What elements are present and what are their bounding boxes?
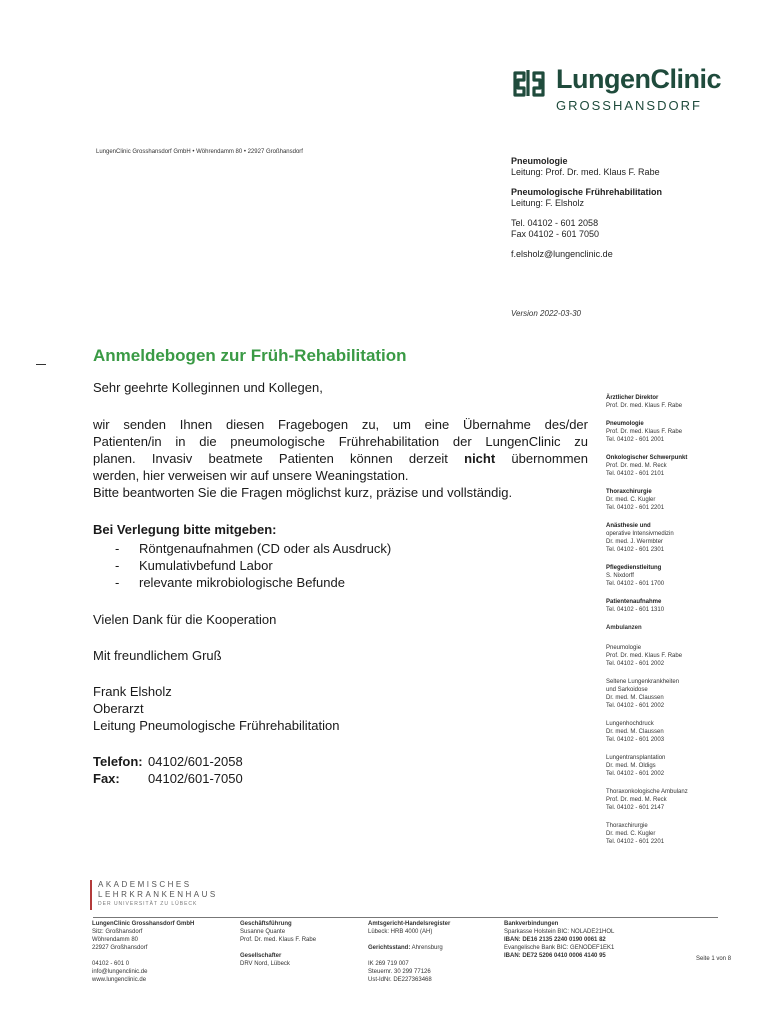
phone-fax-block xyxy=(93,753,243,787)
footer-jurisdiction-value: Ahrensburg xyxy=(410,945,443,951)
directory-entry-line: Dr. med. J. Wermbter xyxy=(606,539,663,545)
intro-line-4: werden, hier verweisen wir auf unsere Weaningstation. xyxy=(93,468,409,483)
footer-manager-2: Prof. Dr. med. Klaus F. Rabe xyxy=(240,937,317,943)
list-item: - Kumulativbefund Labor xyxy=(115,557,391,574)
lungenclinic-logo xyxy=(512,64,732,114)
directory-entry xyxy=(606,420,746,444)
academy-line-2: LEHRKRANKENHAUS xyxy=(98,890,218,899)
ambulanz-entry xyxy=(606,822,746,846)
directory-entry xyxy=(606,394,746,410)
footer-vat-id: Ust-IdNr. DE227363468 xyxy=(368,977,432,983)
fold-mark xyxy=(36,364,46,365)
directory-entry-heading: Ärztlicher Direktor xyxy=(606,395,659,401)
ambulanz-entry-line: Lungentransplantation xyxy=(606,755,666,761)
ambulanz-entry-line: Pneumologie xyxy=(606,645,642,651)
ambulanz-entry-line: Dr. med. M. Claussen xyxy=(606,729,664,735)
directory-entry xyxy=(606,564,746,588)
footer-register-title: Amtsgericht-Handelsregister xyxy=(368,921,451,927)
intro-line-3-end: übernommen xyxy=(495,451,588,466)
directory-entry-line: operative Intensivmedizin xyxy=(606,531,674,537)
directory-entry-line: Tel. 04102 - 601 2201 xyxy=(606,505,665,511)
dept-fruehreha-lead: Leitung: F. Elsholz xyxy=(511,198,585,208)
footer-iban-1: IBAN: DE16 2135 2240 0190 0061 82 xyxy=(504,937,606,943)
fax-label: Fax: xyxy=(93,771,120,786)
directory-entry xyxy=(606,488,746,512)
directory-entry xyxy=(606,522,746,554)
directory-entry-heading: Anästhesie und xyxy=(606,523,651,529)
document-title: Anmeldebogen zur Früh-Rehabilitation xyxy=(93,346,407,365)
footer-shareholder-title: Gesellschafter xyxy=(240,953,282,959)
ambulanz-entry-line: Dr. med. M. Oldigs xyxy=(606,763,656,769)
directory-entry-heading: Pneumologie xyxy=(606,421,644,427)
directory-entry-line: Tel. 04102 - 601 1700 xyxy=(606,581,665,587)
directory-entry-heading: Thoraxchirurgie xyxy=(606,489,652,495)
directory-entry xyxy=(606,454,746,478)
intro-line-1: wir senden Ihnen diesen Fragebogen zu, um eine Übernahme des/der xyxy=(93,417,588,432)
ambulanz-entry-line: Tel. 04102 - 601 2003 xyxy=(606,737,665,743)
signer-name: Frank Elsholz xyxy=(93,684,172,699)
contact-fax: Fax 04102 - 601 7050 xyxy=(511,229,600,239)
fax-value: 04102/601-7050 xyxy=(148,771,243,786)
directory-entry-line: Prof. Dr. med. Klaus F. Rabe xyxy=(606,429,683,435)
footer-jurisdiction-label: Gerichtsstand: xyxy=(368,945,411,951)
directory-entry-line: Tel. 04102 - 601 1310 xyxy=(606,607,665,613)
ambulanz-entry-line: Tel. 04102 - 601 2147 xyxy=(606,805,665,811)
footer-email[interactable]: info@lungenclinic.de xyxy=(92,969,148,975)
contact-tel: Tel. 04102 - 601 2058 xyxy=(511,218,599,228)
ambulanz-entry-line: Tel. 04102 - 601 2201 xyxy=(606,839,665,845)
ambulanz-entry xyxy=(606,644,746,668)
footer-management xyxy=(240,920,316,968)
directory-entry-line: Dr. med. C. Kugler xyxy=(606,497,656,503)
intro-paragraph xyxy=(93,416,588,501)
bring-along-list xyxy=(115,540,391,591)
telefon-value: 04102/601-2058 xyxy=(148,754,243,769)
footer-company-name: LungenClinic Grosshansdorf GmbH xyxy=(92,921,195,927)
ambulanz-entry-line: Tel. 04102 - 601 2002 xyxy=(606,771,665,777)
directory-entry-heading: Onkologischer Schwerpunkt xyxy=(606,455,688,461)
footer-banking xyxy=(504,920,614,960)
footer-phone: 04102 - 601 0 xyxy=(92,961,130,967)
footer-ik-number: IK 269 719 007 xyxy=(368,961,409,967)
ambulanzen-heading: Ambulanzen xyxy=(606,625,642,631)
directory-entry-line: Prof. Dr. med. M. Reck xyxy=(606,463,667,469)
footer-website[interactable]: www.lungenclinic.de xyxy=(92,977,147,983)
footer-bank-2: Evangelische Bank BIC: GENODEF1EK1 xyxy=(504,945,615,951)
thanks-line: Vielen Dank für die Kooperation xyxy=(93,612,277,627)
ambulanz-entry-line: Thoraxchirurgie xyxy=(606,823,648,829)
academic-teaching-hospital-badge xyxy=(90,880,218,910)
ambulanz-entry-line: und Sarkoidose xyxy=(606,687,648,693)
footer-company xyxy=(92,920,194,984)
directory-entry-line: Tel. 04102 - 601 2301 xyxy=(606,547,665,553)
footer-register xyxy=(368,920,450,984)
footer-iban-2: IBAN: DE72 5206 0410 0006 4140 95 xyxy=(504,953,606,959)
directory-entry-line: Tel. 04102 - 601 2001 xyxy=(606,437,665,443)
contact-block xyxy=(511,156,662,260)
footer-bank-1: Sparkasse Holstein BIC: NOLADE21HOL xyxy=(504,929,615,935)
dept-pneumologie-title: Pneumologie xyxy=(511,156,568,166)
footer-shareholder: DRV Nord, Lübeck xyxy=(240,961,290,967)
salutation: Sehr geehrte Kolleginnen und Kollegen, xyxy=(93,380,323,395)
ambulanz-entry-line: Prof. Dr. med. M. Reck xyxy=(606,797,667,803)
footer-manager-1: Susanne Quante xyxy=(240,929,286,935)
sender-address-line: LungenClinic Grosshansdorf GmbH • Wöhrendamm 80 • 22927 Großhansdorf xyxy=(96,149,303,155)
department-directory xyxy=(606,394,746,856)
signer-position: Leitung Pneumologische Frührehabilitation xyxy=(93,718,340,733)
footer-management-title: Geschäftsführung xyxy=(240,921,292,927)
logo-brand-text: LungenClinic xyxy=(556,64,721,94)
academy-line-1: AKADEMISCHES xyxy=(98,880,192,889)
intro-line-3-start: planen. Invasiv beatmete Patienten können derzeit xyxy=(93,451,465,466)
list-item: - relevante mikrobiologische Befunde xyxy=(115,574,391,591)
ambulanz-entry-line: Prof. Dr. med. Klaus F. Rabe xyxy=(606,653,683,659)
directory-entry-heading: Patientenaufnahme xyxy=(606,599,662,605)
dept-fruehreha-title: Pneumologische Frührehabilitation xyxy=(511,187,663,197)
footer-divider xyxy=(93,917,718,918)
ambulanz-entry xyxy=(606,788,746,812)
ambulanz-entry-line: Dr. med. M. Claussen xyxy=(606,695,664,701)
academy-line-3: DER UNIVERSITÄT ZU LÜBECK xyxy=(98,901,198,907)
ambulanz-entry xyxy=(606,720,746,744)
contact-email[interactable]: f.elsholz@lungenclinic.de xyxy=(511,249,613,259)
footer-seat: Sitz: Großhansdorf xyxy=(92,929,143,935)
directory-entry-line: S. Nixdorff xyxy=(606,573,634,579)
ambulanz-entry-line: Tel. 04102 - 601 2002 xyxy=(606,703,665,709)
footer-city: 22927 Großhansdorf xyxy=(92,945,148,951)
directory-entry xyxy=(606,598,746,614)
ambulanz-entry-line: Dr. med. C. Kugler xyxy=(606,831,656,837)
logo-subtitle: GROSSHANSDORF xyxy=(556,98,702,113)
signer-role: Oberarzt xyxy=(93,701,144,716)
ambulanz-entry-line: Thoraxonkologische Ambulanz xyxy=(606,789,688,795)
closing-greeting: Mit freundlichem Gruß xyxy=(93,648,222,663)
footer-street: Wöhrendamm 80 xyxy=(92,937,139,943)
intro-line-3 xyxy=(93,450,588,467)
dept-pneumologie-lead: Leitung: Prof. Dr. med. Klaus F. Rabe xyxy=(511,167,660,177)
ambulanz-entry-line: Seltene Lungenkrankheiten xyxy=(606,679,680,685)
directory-entry-line: Tel. 04102 - 601 2101 xyxy=(606,471,665,477)
intro-line-5: Bitte beantworten Sie die Fragen möglichst kurz, präzise und vollständig. xyxy=(93,485,513,500)
footer-banking-title: Bankverbindungen xyxy=(504,921,559,927)
ambulanz-entry xyxy=(606,678,746,710)
footer-tax-number: Steuernr. 30 299 77126 xyxy=(368,969,431,975)
document-version: Version 2022-03-30 xyxy=(511,309,581,318)
intro-line-2: Patienten/in in die pneumologische Frührehabilitation der LungenClinic zu xyxy=(93,434,588,449)
directory-entry-line: Prof. Dr. med. Klaus F. Rabe xyxy=(606,403,683,409)
ambulanz-entry-line: Lungenhochdruck xyxy=(606,721,654,727)
telefon-label: Telefon: xyxy=(93,754,143,769)
footer-register-number: Lübeck: HRB 4000 (AH) xyxy=(368,929,433,935)
directory-entry-heading: Pflegedienstleitung xyxy=(606,565,662,571)
ambulanz-entry xyxy=(606,754,746,778)
list-item: - Röntgenaufnahmen (CD oder als Ausdruck) xyxy=(115,540,391,557)
bring-along-title: Bei Verlegung bitte mitgeben: xyxy=(93,522,277,537)
page-number: Seite 1 von 8 xyxy=(696,956,732,962)
emphasis-nicht: nicht xyxy=(464,451,496,466)
signer-block xyxy=(93,683,339,734)
ambulanz-entry-line: Tel. 04102 - 601 2002 xyxy=(606,661,665,667)
lungenclinic-logo-icon xyxy=(512,68,546,98)
